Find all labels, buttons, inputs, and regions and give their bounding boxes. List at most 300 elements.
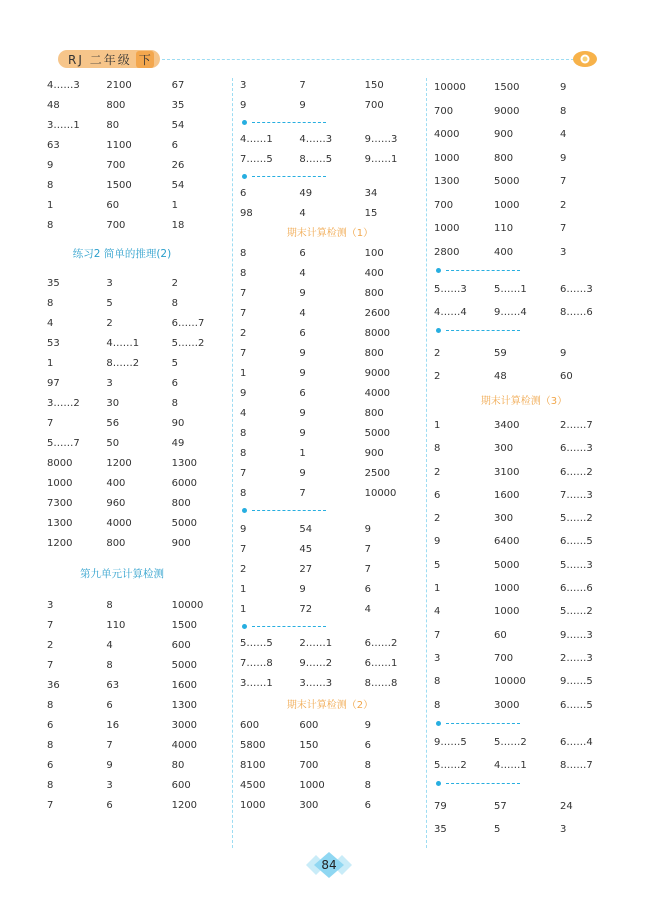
answer-value: 36 bbox=[47, 680, 60, 691]
answer-value: 800 bbox=[364, 408, 384, 419]
answer-row bbox=[434, 754, 614, 777]
answer-value: 8 bbox=[364, 780, 371, 791]
answer-value: 4 bbox=[299, 268, 306, 279]
answer-value: 1200 bbox=[47, 538, 73, 549]
answer-value: 10000 bbox=[171, 600, 204, 611]
answer-value: 80 bbox=[106, 120, 120, 131]
answer-value: 5……2 bbox=[171, 338, 205, 349]
answer-value: 6……3 bbox=[560, 443, 593, 455]
answer-row bbox=[47, 596, 225, 616]
answer-row bbox=[47, 656, 225, 676]
answer-value: 6 bbox=[106, 800, 113, 811]
answer-value: 67 bbox=[171, 80, 185, 91]
answer-value: 7 bbox=[299, 488, 306, 499]
answer-value: 8 bbox=[47, 220, 54, 231]
answer-value: 6……3 bbox=[560, 284, 593, 295]
answer-value: 8100 bbox=[240, 760, 266, 771]
answer-value: 3000 bbox=[171, 720, 198, 731]
answer-value: 1300 bbox=[434, 176, 460, 187]
answer-value: 3 bbox=[106, 278, 113, 289]
section-title: 期末计算检测（2） bbox=[286, 700, 374, 711]
answer-value: 48 bbox=[494, 371, 507, 382]
answer-value: 10000 bbox=[364, 488, 397, 499]
answer-value: 1500 bbox=[106, 180, 132, 191]
answer-value: 9 bbox=[299, 584, 306, 595]
answer-row bbox=[434, 624, 614, 647]
section-separator bbox=[240, 170, 418, 184]
answer-value: 800 bbox=[106, 538, 126, 549]
answer-value: 5……2 bbox=[560, 513, 593, 525]
answer-row bbox=[240, 540, 418, 560]
answer-value: 6……2 bbox=[364, 638, 398, 649]
answer-value: 9 bbox=[240, 388, 247, 399]
answer-value: 2 bbox=[171, 278, 178, 289]
grade-tag bbox=[58, 50, 160, 68]
answer-value: 9……4 bbox=[494, 307, 527, 318]
answer-value: 700 bbox=[106, 220, 126, 231]
answer-block bbox=[47, 76, 225, 236]
answer-value: 63 bbox=[106, 680, 120, 691]
answer-value: 24 bbox=[560, 800, 573, 812]
answer-value: 4 bbox=[240, 408, 247, 419]
answer-value: 2 bbox=[560, 199, 567, 211]
answer-row bbox=[47, 334, 225, 354]
answer-value: 5……2 bbox=[434, 759, 467, 771]
answer-value: 1600 bbox=[494, 489, 520, 501]
bullet-dot bbox=[242, 120, 247, 125]
answer-value: 2 bbox=[434, 371, 441, 382]
page-number: 84 bbox=[321, 858, 337, 872]
answer-value: 48 bbox=[47, 100, 60, 111]
answer-row bbox=[434, 76, 614, 100]
answer-value: 800 bbox=[364, 288, 384, 299]
answer-value: 9 bbox=[299, 368, 306, 379]
answer-row bbox=[434, 507, 614, 530]
answer-value: 110 bbox=[106, 620, 126, 631]
answer-value: 4……1 bbox=[494, 759, 527, 771]
answer-value: 63 bbox=[47, 140, 60, 151]
page-number-badge bbox=[298, 852, 360, 878]
answer-value: 9 bbox=[299, 408, 306, 419]
answer-row bbox=[434, 194, 614, 218]
answer-value: 8 bbox=[434, 699, 441, 711]
answer-value: 9 bbox=[106, 760, 113, 771]
answer-value: 4 bbox=[47, 318, 54, 329]
answer-value: 8000 bbox=[364, 328, 391, 339]
answer-value: 49 bbox=[171, 438, 185, 449]
separator-dash-line bbox=[252, 122, 326, 123]
answer-value: 90 bbox=[171, 418, 185, 429]
answer-row bbox=[434, 694, 614, 717]
header-dashed-line bbox=[162, 59, 574, 60]
answer-value: 8 bbox=[47, 180, 54, 191]
answer-row bbox=[47, 414, 225, 434]
answer-value: 5 bbox=[434, 559, 441, 571]
answer-value: 35 bbox=[434, 823, 447, 835]
answer-value: 7 bbox=[47, 620, 54, 631]
section-separator bbox=[434, 717, 614, 731]
answer-value: 9 bbox=[47, 160, 54, 171]
answer-value: 4500 bbox=[240, 780, 266, 791]
answer-row bbox=[434, 647, 614, 670]
answer-value: 1000 bbox=[434, 223, 460, 234]
answer-row bbox=[240, 634, 418, 654]
answer-value: 3……2 bbox=[47, 398, 80, 409]
bullet-dot bbox=[242, 508, 247, 513]
answer-value: 8……5 bbox=[299, 154, 333, 165]
answer-value: 7 bbox=[240, 468, 247, 479]
answer-value: 8 bbox=[47, 740, 54, 751]
answer-value: 7 bbox=[47, 800, 54, 811]
answer-row bbox=[240, 364, 418, 384]
answer-value: 6400 bbox=[494, 536, 520, 548]
answer-value: 9 bbox=[299, 468, 306, 479]
answer-row bbox=[240, 284, 418, 304]
answer-value: 110 bbox=[494, 223, 514, 234]
answer-row bbox=[434, 461, 614, 484]
answer-row bbox=[240, 580, 418, 600]
answer-value: 700 bbox=[494, 652, 514, 664]
answer-row bbox=[240, 244, 418, 264]
spacer bbox=[47, 264, 225, 274]
answer-row bbox=[240, 560, 418, 580]
answer-value: 1 bbox=[434, 583, 441, 595]
answer-value: 3 bbox=[106, 780, 113, 791]
answer-row bbox=[434, 301, 614, 324]
answer-value: 8 bbox=[434, 443, 441, 455]
answer-row bbox=[434, 342, 614, 365]
answer-value: 3 bbox=[560, 246, 567, 258]
answer-value: 45 bbox=[299, 544, 313, 555]
answer-value: 18 bbox=[171, 220, 185, 231]
answer-value: 54 bbox=[171, 180, 185, 191]
grade-tag-label: RJ 二年级 bbox=[68, 52, 132, 67]
answer-block bbox=[240, 634, 418, 694]
answer-value: 6……1 bbox=[364, 658, 398, 669]
answer-block bbox=[240, 244, 418, 504]
answer-row bbox=[240, 184, 418, 204]
answer-value: 6 bbox=[171, 378, 178, 389]
answer-value: 5……2 bbox=[560, 606, 593, 618]
answer-value: 9……5 bbox=[434, 736, 467, 748]
answer-value: 4……4 bbox=[434, 307, 467, 318]
answer-value: 9 bbox=[434, 536, 441, 548]
answer-value: 8 bbox=[240, 268, 247, 279]
section-separator bbox=[240, 116, 418, 130]
answer-value: 56 bbox=[106, 418, 120, 429]
answer-value: 8 bbox=[364, 760, 371, 771]
answer-block bbox=[434, 731, 614, 777]
answer-value: 10000 bbox=[494, 676, 526, 688]
answer-value: 5……7 bbox=[47, 438, 80, 449]
answer-value: 2600 bbox=[364, 308, 391, 319]
answer-row bbox=[434, 170, 614, 194]
answer-value: 49 bbox=[299, 188, 313, 199]
answer-row bbox=[240, 484, 418, 504]
answer-value: 72 bbox=[299, 604, 313, 615]
answer-value: 4000 bbox=[364, 388, 391, 399]
answer-value: 7300 bbox=[47, 498, 73, 509]
answer-value: 6……2 bbox=[560, 466, 593, 478]
answer-value: 5……3 bbox=[560, 559, 593, 571]
answer-row bbox=[47, 474, 225, 494]
separator-dash-line bbox=[446, 723, 520, 724]
section-separator bbox=[240, 620, 418, 634]
spacer bbox=[47, 236, 225, 244]
answer-row bbox=[47, 274, 225, 294]
answer-value: 5000 bbox=[171, 518, 198, 529]
answer-value: 2……1 bbox=[299, 638, 333, 649]
answer-row bbox=[240, 404, 418, 424]
answer-value: 800 bbox=[171, 498, 191, 509]
answer-row bbox=[240, 796, 418, 816]
answer-value: 10000 bbox=[434, 82, 466, 93]
spacer bbox=[47, 554, 225, 564]
answer-value: 53 bbox=[47, 338, 60, 349]
answer-row bbox=[434, 365, 614, 388]
answer-value: 8……7 bbox=[560, 759, 593, 771]
answer-value: 6……7 bbox=[171, 318, 205, 329]
answer-value: 4 bbox=[106, 640, 113, 651]
answer-value: 9000 bbox=[494, 105, 520, 117]
answer-value: 600 bbox=[171, 640, 191, 651]
answer-value: 9 bbox=[240, 100, 247, 111]
section-title: 期末计算检测（3） bbox=[480, 396, 568, 407]
answer-row bbox=[240, 304, 418, 324]
answer-row bbox=[434, 577, 614, 600]
answer-value: 5……5 bbox=[240, 638, 273, 649]
answer-value: 2800 bbox=[434, 246, 460, 258]
answer-value: 8 bbox=[434, 676, 441, 688]
answer-value: 5000 bbox=[494, 176, 520, 187]
answer-block bbox=[434, 414, 614, 717]
answer-value: 80 bbox=[171, 760, 185, 771]
answer-row bbox=[434, 530, 614, 553]
answer-value: 2500 bbox=[364, 468, 391, 479]
answer-value: 2 bbox=[434, 466, 441, 478]
answer-row bbox=[434, 554, 614, 577]
answer-value: 3 bbox=[240, 80, 247, 91]
answer-row bbox=[240, 444, 418, 464]
answer-value: 3 bbox=[560, 823, 567, 835]
answer-row bbox=[240, 76, 418, 96]
answer-value: 700 bbox=[299, 760, 319, 771]
answer-row bbox=[240, 150, 418, 170]
section-separator bbox=[434, 777, 614, 791]
answer-row bbox=[240, 776, 418, 796]
answer-row bbox=[240, 130, 418, 150]
answer-row bbox=[240, 384, 418, 404]
answer-value: 2 bbox=[47, 640, 54, 651]
answer-value: 97 bbox=[47, 378, 60, 389]
answer-row bbox=[47, 394, 225, 414]
answer-row bbox=[47, 514, 225, 534]
answer-value: 700 bbox=[434, 105, 454, 117]
answer-row bbox=[47, 494, 225, 514]
answer-value: 6……4 bbox=[560, 736, 593, 748]
answer-value: 4 bbox=[434, 606, 441, 618]
separator-dash-line bbox=[446, 783, 520, 784]
answer-row bbox=[240, 716, 418, 736]
answer-row bbox=[47, 776, 225, 796]
answer-value: 5800 bbox=[240, 740, 266, 751]
answer-value: 9……1 bbox=[364, 154, 398, 165]
answer-value: 9 bbox=[560, 152, 567, 164]
answer-value: 8 bbox=[47, 700, 54, 711]
answer-value: 8 bbox=[171, 398, 178, 409]
answer-value: 2 bbox=[240, 328, 247, 339]
answer-value: 9……5 bbox=[560, 676, 593, 688]
answer-row bbox=[240, 736, 418, 756]
answer-value: 800 bbox=[494, 152, 514, 164]
answer-value: 8 bbox=[240, 428, 247, 439]
answer-value: 150 bbox=[364, 80, 384, 91]
answer-row bbox=[47, 294, 225, 314]
answer-value: 1 bbox=[240, 584, 247, 595]
answer-value: 6 bbox=[47, 720, 54, 731]
answer-row bbox=[47, 616, 225, 636]
answer-row bbox=[47, 76, 225, 96]
answer-value: 26 bbox=[171, 160, 185, 171]
answer-row bbox=[47, 676, 225, 696]
answer-value: 8 bbox=[106, 600, 113, 611]
answer-value: 35 bbox=[171, 100, 185, 111]
separator-dash-line bbox=[446, 270, 520, 271]
answer-row bbox=[434, 414, 614, 437]
answer-value: 600 bbox=[299, 720, 319, 731]
answer-row bbox=[434, 670, 614, 693]
answer-value: 9 bbox=[364, 524, 371, 535]
answer-value: 150 bbox=[299, 740, 319, 751]
answer-value: 1 bbox=[171, 200, 178, 211]
answer-value: 3 bbox=[106, 378, 113, 389]
answer-value: 300 bbox=[494, 513, 514, 525]
answer-row bbox=[240, 464, 418, 484]
answer-row bbox=[434, 818, 614, 841]
answer-value: 7 bbox=[47, 660, 54, 671]
section-title: 第九单元计算检测 bbox=[80, 568, 164, 580]
answer-row bbox=[240, 674, 418, 694]
answer-value: 27 bbox=[299, 564, 313, 575]
answer-row bbox=[240, 344, 418, 364]
answer-value: 8 bbox=[240, 448, 247, 459]
answer-row bbox=[434, 100, 614, 124]
answer-row bbox=[47, 636, 225, 656]
answer-value: 1 bbox=[47, 200, 54, 211]
answer-row bbox=[434, 795, 614, 818]
answer-row bbox=[47, 756, 225, 776]
answer-value: 700 bbox=[434, 199, 454, 211]
answer-value: 4000 bbox=[106, 518, 132, 529]
answer-value: 1200 bbox=[106, 458, 132, 469]
bullet-dot bbox=[242, 174, 247, 179]
answer-value: 6000 bbox=[171, 478, 198, 489]
answer-value: 2 bbox=[240, 564, 247, 575]
answer-value: 3 bbox=[434, 652, 441, 664]
separator-dash-line bbox=[252, 176, 326, 177]
answer-value: 7……3 bbox=[560, 489, 593, 501]
answer-row bbox=[240, 424, 418, 444]
page-header bbox=[58, 50, 598, 70]
bullet-dot bbox=[436, 328, 441, 333]
answer-value: 6 bbox=[364, 740, 371, 751]
answer-value: 8……6 bbox=[560, 307, 593, 318]
answer-row bbox=[240, 600, 418, 620]
answer-value: 54 bbox=[299, 524, 313, 535]
answer-value: 9……3 bbox=[560, 629, 593, 641]
answer-block bbox=[240, 184, 418, 224]
answer-row bbox=[47, 796, 225, 816]
answer-value: 7 bbox=[106, 740, 113, 751]
answer-value: 1000 bbox=[434, 152, 460, 164]
section-title: 期末计算检测（1） bbox=[286, 228, 374, 239]
answer-value: 800 bbox=[364, 348, 384, 359]
answer-value: 3……1 bbox=[240, 678, 273, 689]
answer-row bbox=[434, 600, 614, 623]
answer-value: 4000 bbox=[171, 740, 198, 751]
answer-value: 7 bbox=[47, 418, 54, 429]
answer-value: 6……6 bbox=[560, 583, 593, 595]
answer-value: 1000 bbox=[494, 583, 520, 595]
answer-column-2 bbox=[240, 76, 418, 816]
answer-value: 900 bbox=[494, 129, 514, 140]
answer-value: 9 bbox=[299, 288, 306, 299]
answer-value: 1000 bbox=[494, 199, 520, 211]
answer-value: 960 bbox=[106, 498, 126, 509]
answer-value: 7 bbox=[364, 544, 371, 555]
answer-value: 4000 bbox=[434, 129, 460, 140]
answer-row bbox=[47, 434, 225, 454]
answer-value: 8 bbox=[240, 488, 247, 499]
answer-value: 7……5 bbox=[240, 154, 273, 165]
column-divider bbox=[426, 78, 427, 848]
answer-value: 2……3 bbox=[560, 652, 593, 664]
answer-value: 4 bbox=[299, 208, 306, 219]
answer-value: 1300 bbox=[171, 700, 198, 711]
answer-value: 1500 bbox=[171, 620, 198, 631]
answer-value: 3400 bbox=[494, 420, 520, 431]
answer-value: 5……3 bbox=[434, 284, 467, 295]
answer-value: 6……5 bbox=[560, 699, 593, 711]
answer-value: 1 bbox=[47, 358, 54, 369]
answer-row bbox=[434, 278, 614, 301]
answer-value: 60 bbox=[494, 629, 507, 641]
answer-row bbox=[47, 354, 225, 374]
answer-value: 6 bbox=[299, 248, 306, 259]
answer-value: 9 bbox=[299, 348, 306, 359]
answer-value: 7 bbox=[240, 288, 247, 299]
answer-row bbox=[434, 484, 614, 507]
answer-value: 60 bbox=[560, 371, 573, 382]
answer-value: 3000 bbox=[494, 699, 520, 711]
answer-value: 5……2 bbox=[494, 736, 527, 748]
answer-value: 1200 bbox=[171, 800, 198, 811]
answer-value: 7 bbox=[364, 564, 371, 575]
column-divider bbox=[232, 78, 233, 848]
answer-row bbox=[240, 654, 418, 674]
answer-row bbox=[434, 241, 614, 265]
answer-value: 15 bbox=[364, 208, 378, 219]
answer-value: 5000 bbox=[171, 660, 198, 671]
answer-value: 9 bbox=[299, 428, 306, 439]
answer-value: 1500 bbox=[494, 82, 520, 93]
answer-value: 1 bbox=[240, 368, 247, 379]
answer-row bbox=[240, 96, 418, 116]
answer-row bbox=[47, 136, 225, 156]
answer-value: 9……2 bbox=[299, 658, 333, 669]
answer-row bbox=[434, 217, 614, 241]
answer-value: 700 bbox=[106, 160, 126, 171]
